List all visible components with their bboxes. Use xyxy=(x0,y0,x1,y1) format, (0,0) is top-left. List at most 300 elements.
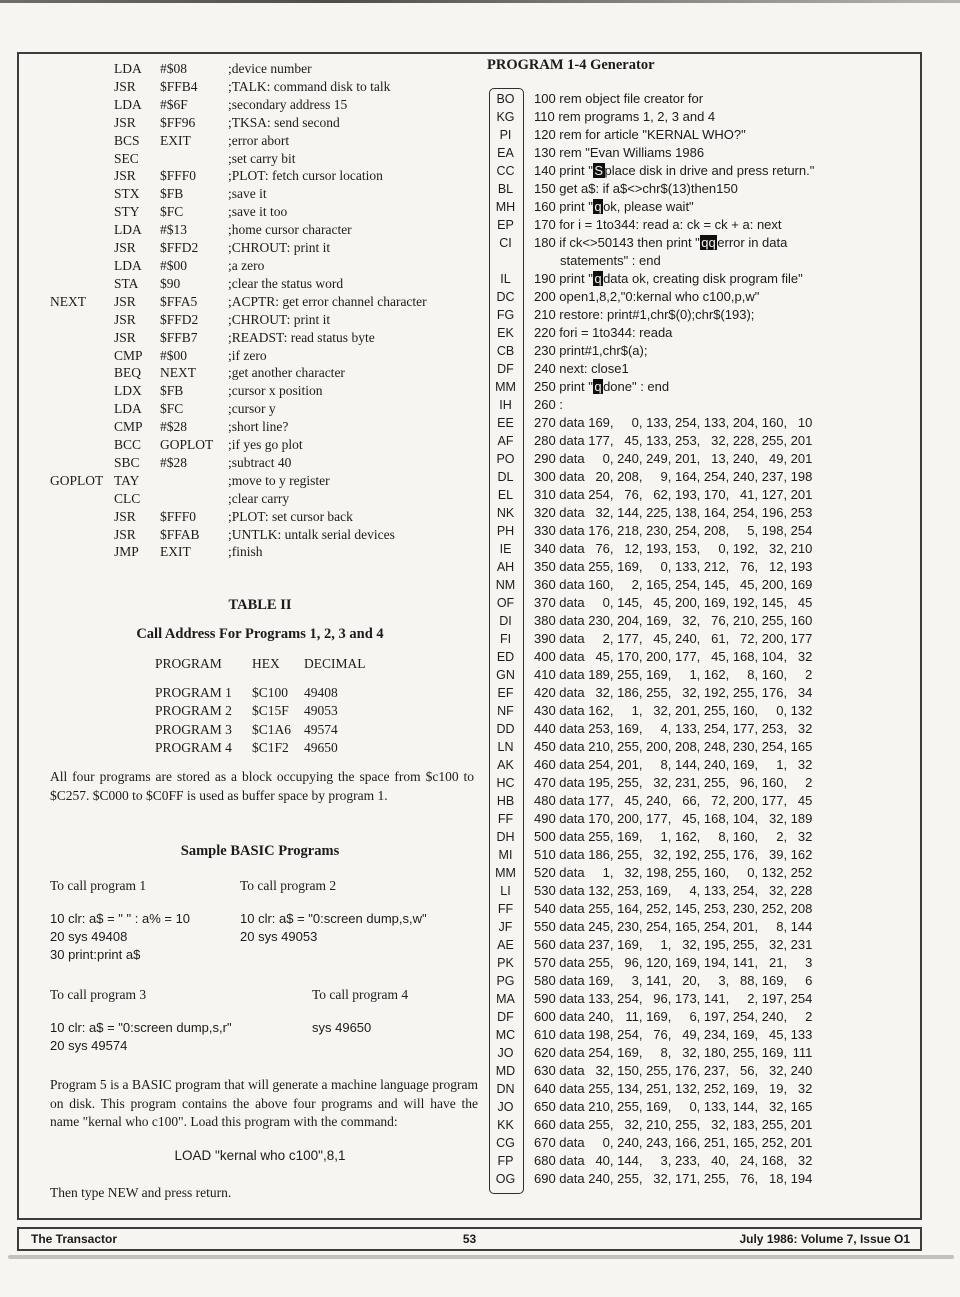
data-value: 32 xyxy=(768,541,784,556)
listing-line xyxy=(489,1170,814,1188)
assembly-line xyxy=(50,508,427,526)
assembly-line xyxy=(50,400,427,418)
data-value: 141 xyxy=(703,991,726,1006)
data-value: 177 xyxy=(617,631,639,646)
data-value: 255 xyxy=(588,901,610,916)
data-value: 88 xyxy=(740,973,755,988)
data-value: 230 xyxy=(588,613,610,628)
data-value: 168 xyxy=(732,649,755,664)
data-value: 237 xyxy=(761,469,784,484)
asm-comment: ;device number xyxy=(228,61,312,76)
asm-label xyxy=(50,454,114,472)
data-value: 96 xyxy=(624,955,639,970)
data-value: 32 xyxy=(653,847,668,862)
asm-comment: ;secondary address 15 xyxy=(228,96,348,112)
listing-line xyxy=(489,792,814,810)
data-value: 210 xyxy=(588,739,610,754)
data-value: 212 xyxy=(703,559,726,574)
asm-opcode: STA xyxy=(114,275,139,291)
checksum-code: DC xyxy=(496,290,515,304)
data-value: 32 xyxy=(595,1063,610,1078)
asm-label: NEXT xyxy=(50,293,86,309)
table2-row xyxy=(155,739,366,758)
listing-line xyxy=(489,342,814,360)
checksum-code: ED xyxy=(496,650,515,664)
asm-comment: ;get another character xyxy=(228,365,345,381)
data-value: 240 xyxy=(617,451,639,466)
scan-bottom-edge xyxy=(8,1255,954,1259)
data-value: 32 xyxy=(682,937,697,952)
data-value: 196 xyxy=(761,505,784,520)
listing-line xyxy=(489,378,814,396)
asm-label xyxy=(50,96,114,114)
data-value: 230 xyxy=(732,901,755,916)
data-value: 253 xyxy=(761,721,784,736)
asm-label xyxy=(50,132,114,150)
data-value: 8 xyxy=(776,919,784,934)
checksum-code: FF xyxy=(497,812,514,826)
asm-opcode: LDA xyxy=(114,257,142,273)
data-value: 133 xyxy=(674,721,697,736)
data-value: 249 xyxy=(646,451,668,466)
data-value: 208 xyxy=(674,739,697,754)
data-value: 32 xyxy=(595,685,610,700)
data-value: 254 xyxy=(790,523,813,538)
asm-operand: $FFB7 xyxy=(160,329,198,345)
table2-cell: 49053 xyxy=(304,703,338,719)
asm-comment: ;CHROUT: print it xyxy=(228,311,331,327)
data-value: 76 xyxy=(624,487,639,502)
listing-line xyxy=(489,180,814,198)
listing-line xyxy=(489,1116,814,1134)
table2-title: TABLE II xyxy=(228,597,292,613)
asm-comment: ;TKSA: send second xyxy=(228,114,340,130)
asm-opcode: JSR xyxy=(114,78,136,94)
data-value: 255 xyxy=(617,775,639,790)
listing-line xyxy=(489,198,814,216)
asm-label xyxy=(50,60,114,78)
asm-label xyxy=(50,347,114,365)
data-value: 18 xyxy=(768,1171,784,1186)
data-value: 120 xyxy=(646,955,668,970)
listing-text: 430 data 162, 1, 32, 201, 255, 160, 0, 132 xyxy=(534,703,813,718)
assembly-line xyxy=(50,329,427,347)
data-value: 133 xyxy=(790,1027,813,1042)
listing-text: 370 data 0, 145, 45, 200, 169, 192, 145, 45 xyxy=(534,595,813,610)
assembly-line xyxy=(50,526,427,544)
listing-text: 540 data 255, 164, 252, 145, 253, 230, 252, 208 xyxy=(534,901,813,916)
basic-code-line: 30 print:print a$ xyxy=(50,947,141,962)
assembly-line xyxy=(50,293,427,311)
asm-comment: ;TALK: command disk to talk xyxy=(228,78,391,94)
asm-comment: ;a zero xyxy=(228,257,265,273)
data-value: 255 xyxy=(646,685,668,700)
listing-line xyxy=(489,594,814,612)
listing-text: statements" : end xyxy=(560,253,661,268)
data-value: 0 xyxy=(602,1135,610,1150)
checksum-code xyxy=(489,252,522,270)
data-value: 177 xyxy=(674,649,697,664)
checksum-code: CG xyxy=(496,1136,515,1150)
data-value: 8 xyxy=(747,667,755,682)
table2-header-cell: DECIMAL xyxy=(304,656,366,671)
data-value: 133 xyxy=(646,415,668,430)
listing-text: 660 data 255, 32, 210, 255, 32, 183, 255, 201 xyxy=(534,1117,813,1132)
data-value: 230 xyxy=(732,739,755,754)
asm-label xyxy=(50,150,114,168)
asm-operand: $90 xyxy=(160,275,181,291)
assembly-line xyxy=(50,114,427,132)
listing-line xyxy=(489,846,814,864)
listing-text: 410 data 189, 255, 169, 1, 162, 8, 160, 2 xyxy=(534,667,813,682)
data-value: 32 xyxy=(797,757,813,772)
data-value: 248 xyxy=(703,739,726,754)
data-value: 192 xyxy=(674,847,697,862)
data-value: 12 xyxy=(768,559,784,574)
data-value: 240 xyxy=(588,1171,610,1186)
listing-text: 310 data 254, 76, 62, 193, 170, 41, 127, 201 xyxy=(534,487,813,502)
listing-text: 380 data 230, 204, 169, 32, 76, 210, 255, 160 xyxy=(534,613,813,628)
checksum-code: MA xyxy=(496,992,515,1006)
listing-line xyxy=(489,108,814,126)
asm-operand: $FFF0 xyxy=(160,168,197,184)
data-value: 240 xyxy=(588,1009,610,1024)
asm-opcode: JSR xyxy=(114,293,136,309)
data-value: 253 xyxy=(703,901,726,916)
data-value: 0 xyxy=(747,865,755,880)
data-value: 240 xyxy=(790,1063,813,1078)
data-value: 0 xyxy=(689,1099,697,1114)
data-value: 251 xyxy=(703,1135,726,1150)
asm-comment: ;clear the status word xyxy=(228,275,344,291)
data-value: 61 xyxy=(711,631,726,646)
listing-text: 590 data 133, 254, 96, 173, 141, 2, 197, 254 xyxy=(534,991,813,1006)
asm-operand: GOPLOT xyxy=(160,437,214,453)
data-value: 200 xyxy=(674,595,697,610)
checksum-code: HC xyxy=(496,776,515,790)
data-value: 254 xyxy=(674,577,697,592)
data-value: 189 xyxy=(588,667,610,682)
data-value: 3 xyxy=(805,955,813,970)
checksum-code: IE xyxy=(499,542,512,556)
listing-line xyxy=(489,504,814,522)
listing-line xyxy=(489,360,814,378)
data-value: 230 xyxy=(617,919,639,934)
data-value: 24 xyxy=(740,1153,755,1168)
asm-operand: EXIT xyxy=(160,544,191,560)
asm-comment: ;cursor x position xyxy=(228,383,323,399)
data-value: 254 xyxy=(674,523,697,538)
checksum-code: NK xyxy=(496,506,515,520)
asm-label xyxy=(50,543,114,561)
asm-operand: $FFD2 xyxy=(160,240,199,256)
checksum-code: FI xyxy=(499,632,512,646)
listing-line xyxy=(489,414,814,432)
data-value: 76 xyxy=(740,1171,755,1186)
data-value: 1 xyxy=(660,829,668,844)
data-value: 166 xyxy=(674,1135,697,1150)
data-value: 45 xyxy=(797,793,813,808)
data-value: 2 xyxy=(805,1009,813,1024)
asm-opcode: CMP xyxy=(114,419,143,435)
data-value: 111 xyxy=(792,1045,813,1060)
listing-text: 670 data 0, 240, 243, 166, 251, 165, 252, 201 xyxy=(534,1135,813,1150)
listing-line xyxy=(489,252,814,270)
listing-text: 630 data 32, 150, 255, 176, 237, 56, 32, 240 xyxy=(534,1063,813,1078)
data-value: 40 xyxy=(711,1153,726,1168)
data-value: 252 xyxy=(646,901,668,916)
data-value: 141 xyxy=(732,955,755,970)
data-value: 32 xyxy=(768,937,784,952)
listing-text: 490 data 170, 200, 177, 45, 168, 104, 32, 189 xyxy=(534,811,813,826)
program-call-heading: To call program 3 xyxy=(50,987,147,1002)
listing-text: 270 data 169, 0, 133, 254, 133, 204, 160, 10 xyxy=(534,415,813,430)
checksum-code: DH xyxy=(496,830,515,844)
data-value: 169 xyxy=(588,415,610,430)
table2-header-cell: HEX xyxy=(252,656,280,671)
data-value: 169 xyxy=(646,1009,668,1024)
listing-line xyxy=(489,810,814,828)
data-value: 169 xyxy=(646,883,668,898)
assembly-line xyxy=(50,78,427,96)
data-value: 32 xyxy=(595,505,610,520)
data-value: 145 xyxy=(761,595,784,610)
checksum-code: GN xyxy=(496,668,515,682)
data-value: 160 xyxy=(732,829,755,844)
listing-line xyxy=(489,684,814,702)
data-value: 160 xyxy=(588,577,610,592)
data-value: 254 xyxy=(732,1009,755,1024)
listing-text: 210 restore: print#1,chr$(0);chr$(193); xyxy=(534,307,755,322)
footer-page-number: 53 xyxy=(462,1232,477,1246)
data-value: 255 xyxy=(732,685,755,700)
asm-label xyxy=(50,114,114,132)
data-value: 164 xyxy=(703,505,726,520)
sample-block-2 xyxy=(240,878,427,946)
asm-comment: ;if yes go plot xyxy=(228,437,303,453)
asm-operand: NEXT xyxy=(160,365,196,381)
listing-line xyxy=(489,1026,814,1044)
data-value: 228 xyxy=(732,433,755,448)
asm-opcode: JSR xyxy=(114,329,136,345)
table2-cell: PROGRAM 4 xyxy=(155,740,232,756)
assembly-line xyxy=(50,311,427,329)
data-value: 45 xyxy=(653,595,668,610)
asm-operand: $FFD2 xyxy=(160,311,199,327)
asm-comment: ;finish xyxy=(228,544,263,560)
listing-text: 480 data 177, 45, 240, 66, 72, 200, 177, 45 xyxy=(534,793,813,808)
data-value: 2 xyxy=(805,775,813,790)
checksum-code: JF xyxy=(498,920,513,934)
data-value: 32 xyxy=(653,703,668,718)
data-value: 169 xyxy=(732,1027,755,1042)
asm-operand: #$00 xyxy=(160,257,187,273)
data-value: 160 xyxy=(761,775,784,790)
asm-label xyxy=(50,185,114,203)
assembly-line xyxy=(50,472,427,490)
listing-line xyxy=(489,918,814,936)
listing-text: 350 data 255, 169, 0, 133, 212, 76, 12, 193 xyxy=(534,559,813,574)
data-value: 168 xyxy=(703,811,726,826)
data-value: 177 xyxy=(646,811,668,826)
listing-text: 190 print " q data ok, creating disk program file" xyxy=(534,271,803,286)
data-value: 32 xyxy=(653,775,668,790)
assembly-line xyxy=(50,185,427,203)
data-value: 2 xyxy=(631,577,639,592)
basic-code-line: 10 clr: a$ = "0:screen dump,s,w" xyxy=(240,911,427,926)
generator-title: PROGRAM 1-4 Generator xyxy=(487,57,655,73)
data-value: 210 xyxy=(790,541,813,556)
data-value: 201 xyxy=(790,487,813,502)
listing-line xyxy=(489,576,814,594)
data-value: 32 xyxy=(768,883,784,898)
asm-opcode: BCS xyxy=(114,132,140,148)
data-value: 200 xyxy=(646,649,668,664)
listing-line xyxy=(489,1080,814,1098)
data-value: 201 xyxy=(674,703,697,718)
data-value: 225 xyxy=(646,505,668,520)
data-value: 2 xyxy=(747,991,755,1006)
checksum-code: EK xyxy=(497,326,514,340)
listing-text: 330 data 176, 218, 230, 254, 208, 5, 198, 254 xyxy=(534,523,813,538)
listing-line xyxy=(489,522,814,540)
data-value: 8 xyxy=(660,1045,668,1060)
assembly-line xyxy=(50,150,427,168)
data-value: 45 xyxy=(653,631,668,646)
listing-text: 130 rem "Evan Williams 1986 xyxy=(534,145,705,160)
data-value: 251 xyxy=(646,1081,668,1096)
data-value: 169 xyxy=(761,1045,784,1060)
data-value: 169 xyxy=(617,1045,639,1060)
listing-text: 360 data 160, 2, 165, 254, 145, 45, 200, 169 xyxy=(534,577,813,592)
data-value: 252 xyxy=(761,1135,784,1150)
data-value: 186 xyxy=(617,685,639,700)
assembly-line xyxy=(50,275,427,293)
data-value: 233 xyxy=(674,1153,697,1168)
table2-cell: PROGRAM 1 xyxy=(155,684,232,700)
data-value: 145 xyxy=(703,577,726,592)
listing-line xyxy=(489,972,814,990)
table2-row xyxy=(155,702,366,721)
data-value: 169 xyxy=(732,1081,755,1096)
data-value: 254 xyxy=(703,721,726,736)
table2-header-row xyxy=(155,655,366,674)
asm-label xyxy=(50,436,114,454)
table2-subtitle: Call Address For Programs 1, 2, 3 and 4 xyxy=(136,626,384,642)
program5-paragraph: Program 5 is a BASIC program that will generate a machine language program on disk. This program contains the above four programs and will have the name "kernal who c100". Load this program with the command: xyxy=(50,1077,478,1130)
asm-opcode: LDA xyxy=(114,96,142,112)
data-value: 1 xyxy=(689,667,697,682)
assembly-line xyxy=(50,221,427,239)
listing-line xyxy=(489,882,814,900)
data-value: 169 xyxy=(617,829,639,844)
footer-issue: July 1986: Volume 7, Issue O1 xyxy=(739,1232,910,1246)
data-value: 208 xyxy=(617,469,639,484)
assembly-line xyxy=(50,436,427,454)
data-value: 254 xyxy=(617,1027,639,1042)
asm-opcode: JSR xyxy=(114,311,136,327)
listing-line xyxy=(489,720,814,738)
asm-comment: ;PLOT: set cursor back xyxy=(228,508,353,524)
data-value: 34 xyxy=(797,685,813,700)
asm-label xyxy=(50,364,114,382)
listing-text: 260 : xyxy=(534,397,563,412)
listing-text: 140 print " S place disk in drive and press return." xyxy=(534,163,815,178)
data-value: 45 xyxy=(682,811,697,826)
listing-line xyxy=(489,900,814,918)
data-value: 254 xyxy=(703,469,726,484)
reverse-video-char: q xyxy=(594,271,602,286)
data-value: 32 xyxy=(797,829,813,844)
checksum-code: AK xyxy=(497,758,514,772)
asm-label xyxy=(50,167,114,185)
asm-opcode: CLC xyxy=(114,490,141,506)
data-value: 255 xyxy=(588,1081,610,1096)
listing-text: 390 data 2, 177, 45, 240, 61, 72, 200, 177 xyxy=(534,631,813,646)
data-value: 254 xyxy=(703,919,726,934)
data-value: 173 xyxy=(674,991,697,1006)
data-value: 197 xyxy=(703,1009,726,1024)
data-value: 237 xyxy=(588,937,610,952)
data-value: 210 xyxy=(588,1099,610,1114)
asm-opcode: SBC xyxy=(114,454,140,470)
data-value: 132 xyxy=(761,865,784,880)
program-call-heading: To call program 1 xyxy=(50,878,147,893)
data-value: 160 xyxy=(790,613,813,628)
data-value: 165 xyxy=(790,1099,813,1114)
data-value: 255 xyxy=(617,847,639,862)
asm-operand xyxy=(160,472,228,490)
data-value: 192 xyxy=(732,541,755,556)
generator-listing xyxy=(489,90,814,1188)
assembly-line xyxy=(50,364,427,382)
data-value: 0 xyxy=(776,703,784,718)
asm-comment: ;set carry bit xyxy=(228,150,296,166)
listing-text: 420 data 32, 186, 255, 32, 192, 255, 176, 34 xyxy=(534,685,813,700)
basic-code-line: 10 clr: a$ = " " : a% = 10 xyxy=(50,911,191,926)
data-value: 133 xyxy=(588,991,610,1006)
listing-line xyxy=(489,630,814,648)
table2-cell: 49408 xyxy=(304,684,338,700)
asm-label xyxy=(50,382,114,400)
data-value: 32 xyxy=(797,649,813,664)
data-value: 162 xyxy=(703,667,726,682)
data-value: 177 xyxy=(790,631,813,646)
data-value: 141 xyxy=(646,973,668,988)
data-value: 0 xyxy=(602,595,610,610)
listing-line xyxy=(489,738,814,756)
listing-line xyxy=(489,936,814,954)
reverse-video-char: q xyxy=(594,199,602,214)
data-value: 176 xyxy=(761,685,784,700)
checksum-code: PG xyxy=(496,974,515,988)
checksum-code: MM xyxy=(495,866,516,880)
data-value: 255 xyxy=(588,955,610,970)
asm-operand: $FF96 xyxy=(160,114,196,130)
asm-operand: EXIT xyxy=(160,132,191,148)
checksum-code: BL xyxy=(497,182,514,196)
data-value: 41 xyxy=(740,487,755,502)
data-value: 32 xyxy=(768,811,784,826)
data-value: 254 xyxy=(732,505,755,520)
data-value: 8 xyxy=(718,829,726,844)
asm-label xyxy=(50,329,114,347)
data-value: 144 xyxy=(790,919,813,934)
data-value: 20 xyxy=(595,469,610,484)
data-value: 45 xyxy=(624,793,639,808)
data-value: 165 xyxy=(646,577,668,592)
data-value: 45 xyxy=(711,649,726,664)
